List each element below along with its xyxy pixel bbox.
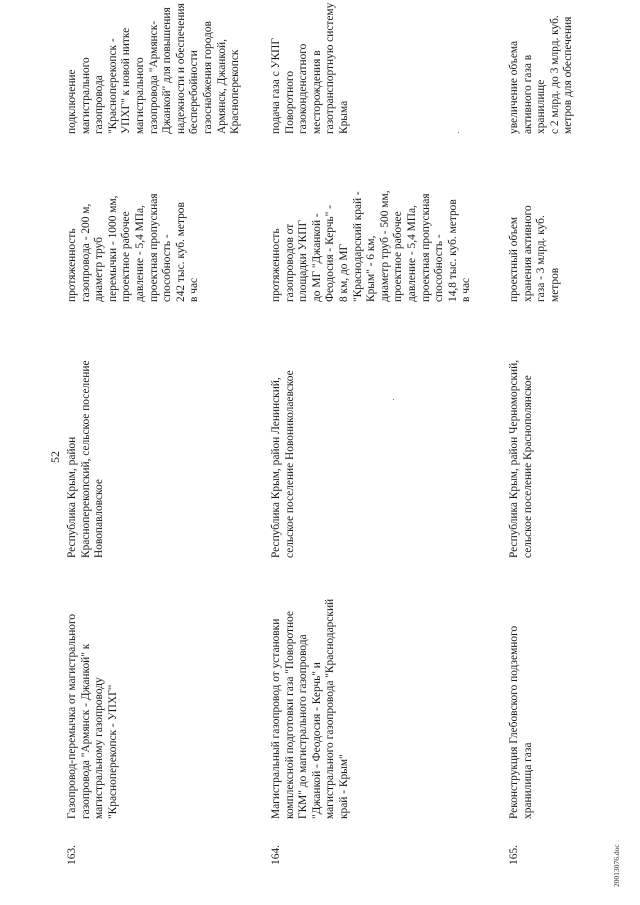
facility-location: Республика Крым, район Черноморский, сельское поселение Краснополянское (508, 359, 534, 558)
facility-parameters: проектный объем хранения активного газа - 3 млрд. куб. метров (508, 205, 561, 302)
facility-purpose: подключение магистрального газопровода "Красноперекопск - УПХГ" к новой нитке магистрального газопровода "Армянск- Джанкой" для повышения надежности и обеспечения бесперебойности газоснабжения городов Армянск, Джанкой, Красноперекопск (66, 3, 242, 134)
facility-location: Республика Крым, район Красноперекопский, сельское поселение Новопавловское (66, 360, 106, 558)
facility-name: Реконструкция Глебовского подземного хранилища газа (508, 625, 534, 819)
facility-location: Республика Крым, район Ленинский, сельское поселение Новониколаевское (270, 370, 296, 558)
page-number: 52 (48, 451, 62, 463)
facility-parameters: протяженность газопроводов от площадки УКПГ до МГ "Джанкой - Феодосия - Керчь" - 8 км, до МГ "Краснодарский край - Крым" - 6 км, диаметр труб - 500 мм, проектное рабочее давление - 5,4 МПа, проектная пропускная способность - 14,8 тыс. куб. метров в час (270, 190, 473, 302)
facility-name: Магистральный газопровод от установки комплексной подготовки газа "Поворотное ГКМ" до магистрального газопровода "Джанкой - Феодосия - Керчь" и магистрального газопровода "Краснодарский край - Крым" (270, 598, 350, 819)
facility-parameters: протяженность газопровода - 200 м, диаметр труб перемычки - 1000 мм, проектное рабочее давление - 5,4 МПа, проектная пропускная способность - 242 тыс. куб. метров в час (66, 193, 201, 302)
row-number: 163. (66, 845, 78, 865)
document-code-footer: 20013076.doc (612, 844, 621, 887)
row-number: 164. (270, 845, 282, 865)
facility-purpose: подача газа с УКПГ Поворотного газоконденсатного месторождения в газотранспортную систему Крыма (270, 2, 350, 134)
scan-speck (458, 132, 459, 133)
scan-speck (393, 399, 394, 400)
row-number: 165. (508, 845, 520, 865)
facility-name: Газопровод-перемычка от магистрального газопровода "Армянск - Джанкой" к магистральному газопроводу "Красноперекопск - УПХГ" (66, 613, 119, 819)
facility-purpose: увеличение объема активного газа в хранилище с 2 млрд. до 3 млрд. куб. метров для обеспечения (508, 15, 575, 134)
